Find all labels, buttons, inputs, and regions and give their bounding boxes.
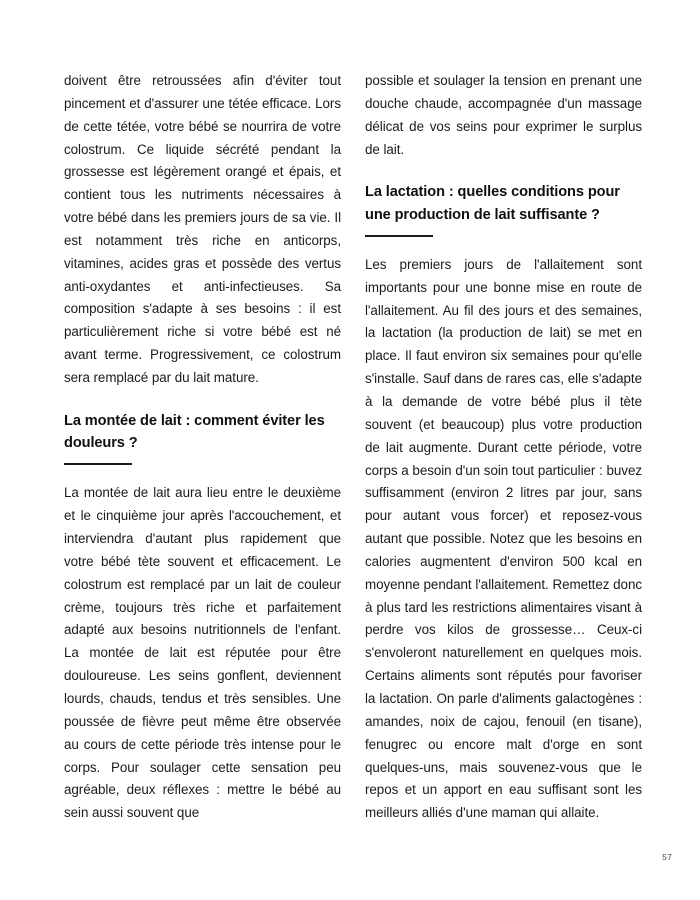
- two-column-layout: [64, 70, 642, 825]
- heading-rule: [64, 463, 132, 465]
- paragraph-lactation: Les premiers jours de l'allaitement sont importants pour une bonne mise en route de l'allaitement. Au fil des jours et des semaines, la lactation (la production de lait) se met en place. Il faut environ six semaines pour qu'elle s'installe. Sauf dans de rares cas, elle s'adapte à la demande de votre bébé plus il tète souvent (et beaucoup) plus votre production de lait augmente. Durant cette période, votre corps a besoin d'un soin tout particulier : buvez suffisamment (environ 2 litres par jour, sans pour autant vous forcer) et reposez-vous autant que possible. Notez que les besoins en calories augmentent d'environ 500 kcal en moyenne pendant l'allaitement. Remettez donc à plus tard les restrictions alimentaires visant à perdre vos kilos de grossesse… Ceux-ci s'envoleront naturellement en quelques mois. Certains aliments sont réputés pour favoriser la lactation. On parle d'aliments galactogènes : amandes, noix de cajou, fenouil (en tisane), fenugrec ou encore malt d'orge en sont quelques-uns, mais souvenez-vous que le repos et un apport en eau suffisant sont les meilleurs alliés d'une maman qui allaite.: [365, 256, 642, 821]
- page-number: 57: [662, 852, 672, 862]
- section-heading-montee-de-lait: [64, 390, 341, 466]
- paragraph-montee-de-lait: La montée de lait aura lieu entre le deuxième et le cinquième jour après l'accouchement, et interviendra d'autant plus rapidement que votre bébé tète souvent et efficacement. Le colostrum est remplacé par un lait de couleur crème, toujours très riche et parfaitement adapté aux besoins nutritionnels de l'enfant. La montée de lait est réputée pour être douloureuse. Les seins gonflent, deviennent lourds, chauds, tendus et très sensibles. Une poussée de fièvre peut même être observée au cours de cette période très intense pour le corps. Pour soulager cette sensation peu agréable, deux réflexes : mettre le bébé au sein aussi souvent que: [64, 485, 341, 821]
- left-column: [64, 70, 341, 825]
- heading-text: La montée de lait : comment éviter les douleurs ?: [64, 412, 325, 452]
- right-column: [365, 70, 642, 825]
- heading-text: La lactation : quelles conditions pour une production de lait suffisante ?: [365, 184, 620, 223]
- paragraph-soulager-tension: possible et soulager la tension en prenant une douche chaude, accompagnée d'un massage délicat de vos seins pour exprimer le surplus de lait.: [365, 73, 642, 157]
- paragraph-colostrum: doivent être retroussées afin d'éviter tout pincement et d'assurer une tétée efficace. Lors de cette tétée, votre bébé se nourrira de votre colostrum. Ce liquide sécrété pendant la grossesse est légèrement orangé et épais, et contient tous les nutriments nécessaires à votre bébé dans les premiers jours de sa vie. Il est notamment très riche en anticorps, vitamines, acides gras et possède des vertus anti-oxydantes et anti-infectieuses. Sa composition s'adapte à ses besoins : il est particulièrement riche si votre bébé est né avant terme. Progressivement, ce colostrum sera remplacé par du lait mature.: [64, 73, 341, 385]
- heading-rule: [365, 235, 433, 237]
- section-heading-lactation: [365, 161, 642, 237]
